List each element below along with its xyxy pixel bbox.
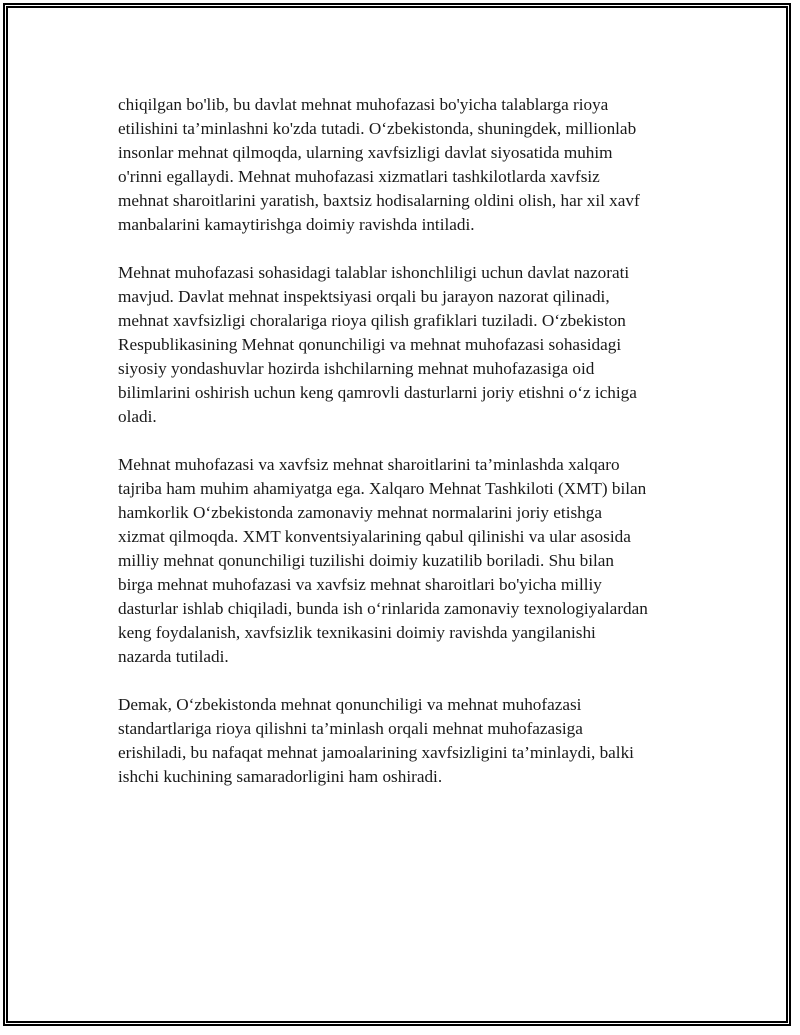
text-line: ishchi kuchining samaradorligini ham oshiradi.	[118, 767, 443, 786]
text-line: Demak, O‘zbekistonda mehnat qonunchiligi va mehnat muhofazasi	[118, 695, 582, 714]
text-line: Mehnat muhofazasi sohasidagi talablar ishonchliligi uchun davlat nazorati	[118, 263, 630, 282]
text-line: keng foydalanish, xavfsizlik texnikasini doimiy ravishda yangilanishi	[118, 623, 596, 642]
text-line: o'rinni egallaydi. Mehnat muhofazasi xizmatlari tashkilotlarda xavfsiz	[118, 167, 600, 186]
text-line: tajriba ham muhim ahamiyatga ega. Xalqaro Mehnat Tashkiloti (XMT) bilan	[118, 479, 647, 498]
text-line: xizmat qilmoqda. XMT konventsiyalarining qabul qilinishi va ular asosida	[118, 527, 631, 546]
text-line: dasturlar ishlab chiqiladi, bunda ish o‘rinlarida zamonaviy texnologiyalardan	[118, 599, 648, 618]
document-body	[118, 93, 698, 813]
text-line: insonlar mehnat qilmoqda, ularning xavfsizligi davlat siyosatida muhim	[118, 143, 613, 162]
text-line: mehnat xavfsizligi choralariga rioya qilish grafiklari tuziladi. O‘zbekiston	[118, 311, 626, 330]
text-line: mehnat sharoitlarini yaratish, baxtsiz hodisalarning oldini olish, har xil xavf	[118, 191, 640, 210]
text-line: etilishini ta’minlashni ko'zda tutadi. O‘zbekistonda, shuningdek, millionlab	[118, 119, 637, 138]
text-line: hamkorlik O‘zbekistonda zamonaviy mehnat normalarini joriy etishga	[118, 503, 602, 522]
paragraph-1	[118, 93, 698, 237]
text-line: mavjud. Davlat mehnat inspektsiyasi orqali bu jarayon nazorat qilinadi,	[118, 287, 610, 306]
text-line: oladi.	[118, 407, 157, 426]
text-line: chiqilgan bo'lib, bu davlat mehnat muhofazasi bo'yicha talablarga rioya	[118, 95, 609, 114]
text-line: nazarda tutiladi.	[118, 647, 229, 666]
text-line: bilimlarini oshirish uchun keng qamrovli dasturlarni joriy etishni o‘z ichiga	[118, 383, 637, 402]
text-line: siyosiy yondashuvlar hozirda ishchilarning mehnat muhofazasiga oid	[118, 359, 595, 378]
text-line: birga mehnat muhofazasi va xavfsiz mehnat sharoitlari bo'yicha milliy	[118, 575, 602, 594]
text-line: erishiladi, bu nafaqat mehnat jamoalarining xavfsizligini ta’minlaydi, balki	[118, 743, 634, 762]
text-line: manbalarini kamaytirishga doimiy ravishda intiladi.	[118, 215, 475, 234]
paragraph-2	[118, 261, 698, 429]
paragraph-3	[118, 453, 698, 669]
paragraph-4	[118, 693, 698, 789]
text-line: Respublikasining Mehnat qonunchiligi va mehnat muhofazasi sohasidagi	[118, 335, 622, 354]
text-line: milliy mehnat qonunchiligi tuzilishi doimiy kuzatilib boriladi. Shu bilan	[118, 551, 615, 570]
text-line: standartlariga rioya qilishni ta’minlash orqali mehnat muhofazasiga	[118, 719, 583, 738]
text-line: Mehnat muhofazasi va xavfsiz mehnat sharoitlarini ta’minlashda xalqaro	[118, 455, 620, 474]
